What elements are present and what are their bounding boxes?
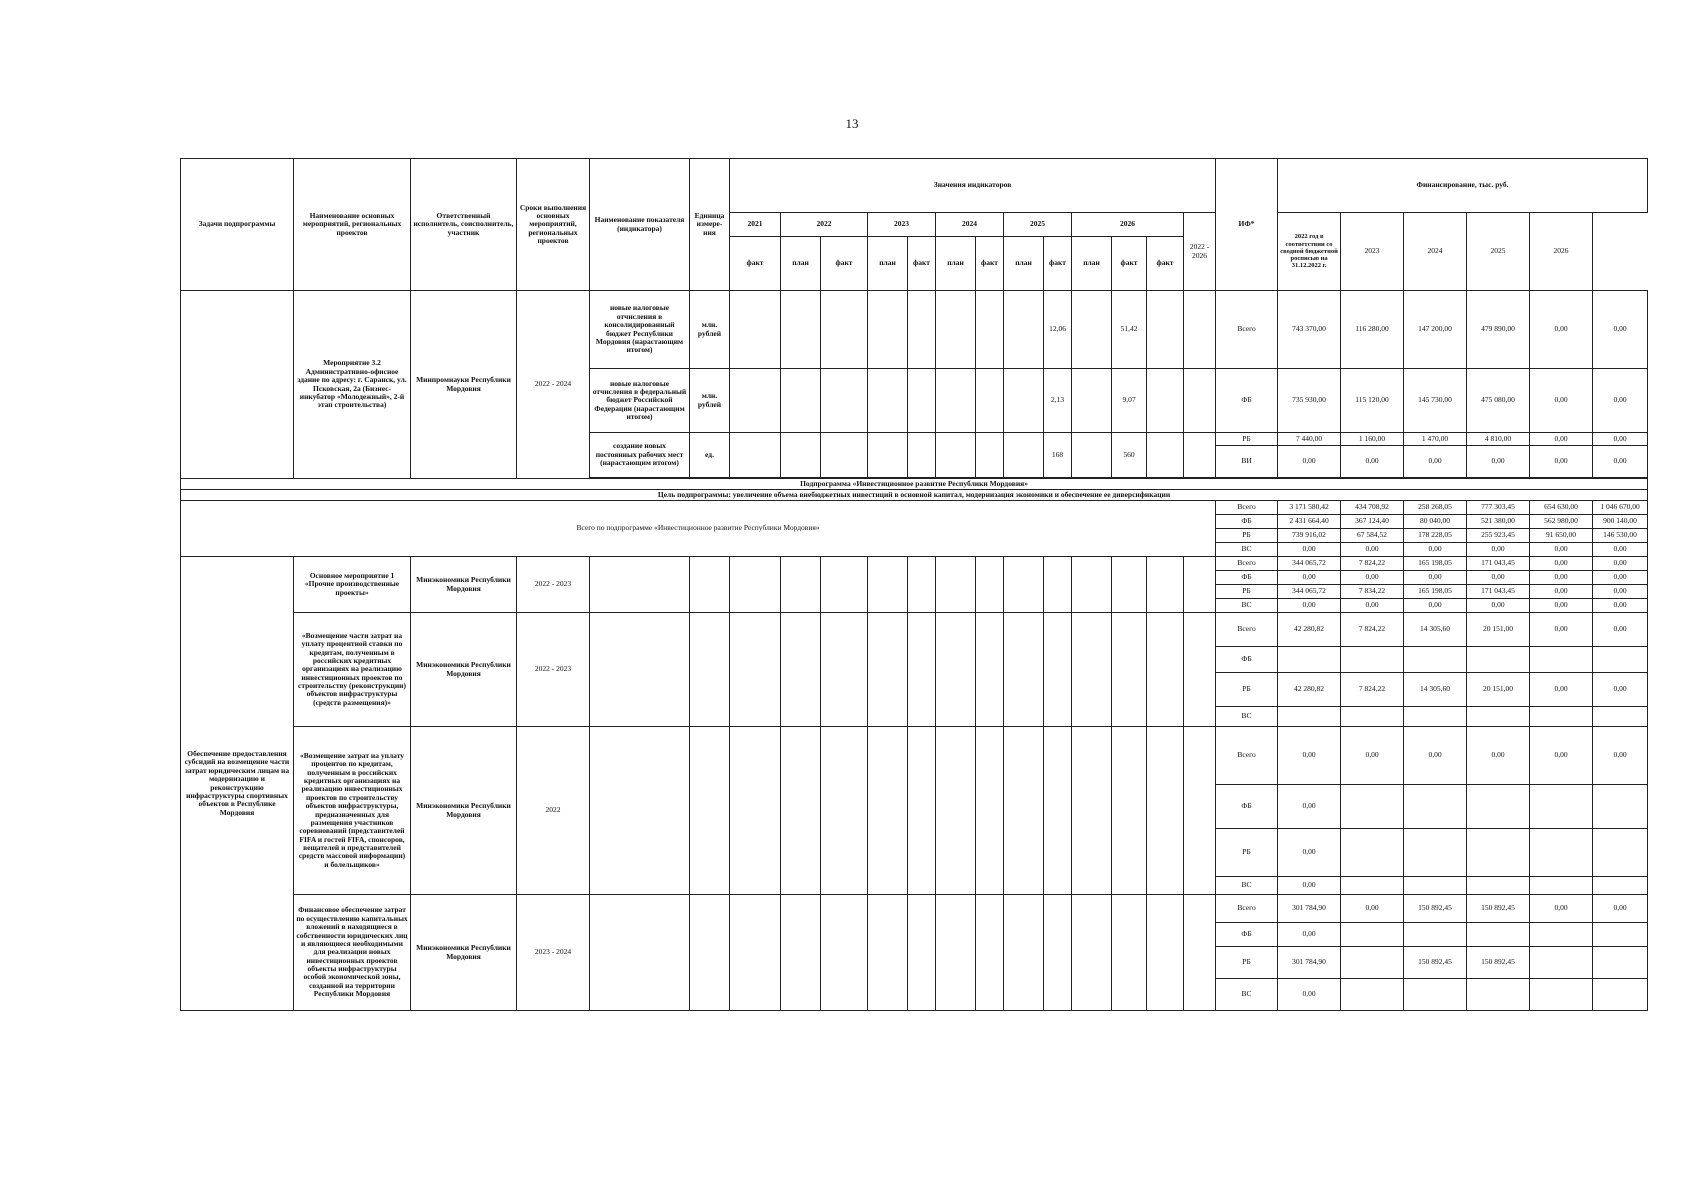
- task-cell-empty: [181, 291, 294, 479]
- fin-col-header: 2023: [1341, 213, 1404, 291]
- fin-source: РБ: [1216, 529, 1278, 543]
- fin-source: РБ: [1216, 585, 1278, 599]
- fin-value: 178 228,05: [1404, 529, 1467, 543]
- fin-source: ВС: [1216, 599, 1278, 613]
- fin-value: [1593, 647, 1648, 673]
- fact-header: факт: [976, 237, 1004, 291]
- fin-value: 0,00: [1341, 599, 1404, 613]
- fin-value: 2 431 664,40: [1278, 515, 1341, 529]
- col-sf-header: ИФ*: [1216, 159, 1278, 291]
- fin-value: [1593, 785, 1648, 829]
- fin-value: 344 065,72: [1278, 557, 1341, 571]
- financing-header: Финансирование, тыс. руб.: [1278, 159, 1648, 213]
- fin-source: Всего: [1216, 613, 1278, 647]
- fin-value: 0,00: [1341, 446, 1404, 478]
- indicator-plan-2025: 168: [1044, 433, 1072, 478]
- fin-value: 0,00: [1530, 369, 1593, 433]
- year-header: 2022: [781, 213, 868, 237]
- event-dates: 2022: [517, 727, 590, 895]
- event-executor: Минэкономики Республики Мордовия: [411, 557, 517, 613]
- subprogram-goal: Цель подпрограммы: увеличение объема внебюджетных инвестиций в основной капитал, модернизация экономики и обеспечение ее диверсификации: [181, 490, 1648, 501]
- fin-value: [1593, 979, 1648, 1011]
- financing-table: [180, 158, 1648, 1011]
- fin-value: 344 065,72: [1278, 585, 1341, 599]
- fin-value: 0,00: [1467, 446, 1530, 478]
- fin-value: 0,00: [1593, 557, 1648, 571]
- fin-value: 0,00: [1278, 446, 1341, 478]
- fin-value: 14 305,60: [1404, 673, 1467, 707]
- fin-source: ВС: [1216, 707, 1278, 727]
- fin-col-header: 2025: [1467, 213, 1530, 291]
- fin-value: 0,00: [1530, 895, 1593, 923]
- plan-header: план: [936, 237, 976, 291]
- fin-source: ФБ: [1216, 647, 1278, 673]
- fin-value: [1530, 979, 1593, 1011]
- fin-value: 1 470,00: [1404, 433, 1467, 446]
- fin-source: Всего: [1216, 291, 1278, 369]
- fin-value: 150 892,45: [1404, 895, 1467, 923]
- task-name: Обеспечение предоставления субсидий на возмещение части затрат юридическим лицам на модернизацию и реконструкцию инфраструктуры спортивных объектов в Республике Мордовия: [181, 557, 294, 1011]
- fin-value: 0,00: [1404, 543, 1467, 557]
- fin-value: [1593, 947, 1648, 979]
- fin-source: РБ: [1216, 829, 1278, 877]
- event-dates: 2022 - 2024: [517, 291, 590, 479]
- fin-value: 0,00: [1530, 673, 1593, 707]
- page-number: 13: [845, 116, 859, 131]
- fin-value: [1530, 877, 1593, 895]
- fin-source: Всего: [1216, 557, 1278, 571]
- fin-value: 475 080,00: [1467, 369, 1530, 433]
- fact-header: факт: [908, 237, 936, 291]
- col-events-header: Наименование основных мероприятий, региональных проектов: [294, 159, 411, 291]
- fin-value: [1467, 785, 1530, 829]
- fin-value: 150 892,45: [1467, 895, 1530, 923]
- fin-value: 67 584,52: [1341, 529, 1404, 543]
- event-name: «Возмещение затрат на уплату процентов по кредитам, полученным в российских кредитных организациях на реализацию инвестиционных проектов по строительству объектов инфраструктуры, предназначенных для размещения участников соревнований (представителей FIFA и гостей FIFA, спонсоров, вещателей и представителей средств массовой информации) и болельщиков»: [294, 727, 411, 895]
- fin-value: [1593, 829, 1648, 877]
- fin-value: [1404, 785, 1467, 829]
- fin-value: 20 151,00: [1467, 613, 1530, 647]
- fin-value: [1530, 923, 1593, 947]
- fin-value: 14 305,60: [1404, 613, 1467, 647]
- indicator-values-header: Значения индикаторов: [730, 159, 1216, 213]
- fin-value: 0,00: [1530, 613, 1593, 647]
- fin-value: [1341, 877, 1404, 895]
- event-name: Финансовое обеспечение затрат по осуществлению капитальных вложений в находящиеся в собственности юридических лиц и являющиеся необходимыми для реализации новых инвестиционных проектов объекты инфраструктуры особой экономической зоны, созданной на территории Республики Мордовия: [294, 895, 411, 1011]
- year-header: 2025: [1004, 213, 1072, 237]
- fin-value: 20 151,00: [1467, 673, 1530, 707]
- col-tasks-header: Задачи подпрограммы: [181, 159, 294, 291]
- fin-col-header: 2022 - 2026: [1184, 213, 1216, 291]
- indicator-unit: ед.: [690, 433, 730, 478]
- event-executor: Минэкономики Республики Мордовия: [411, 613, 517, 727]
- col-unit-header: Единица измере-ния: [690, 159, 730, 291]
- fin-source: ФБ: [1216, 571, 1278, 585]
- fin-value: [1341, 829, 1404, 877]
- fin-source: РБ: [1216, 673, 1278, 707]
- fin-value: [1467, 877, 1530, 895]
- fin-value: 91 650,00: [1530, 529, 1593, 543]
- subprogram-total-label: Всего по подпрограмме «Инвестиционное развитие Республики Мордовия»: [181, 501, 1216, 557]
- fin-value: 80 040,00: [1404, 515, 1467, 529]
- fin-value: 0,00: [1278, 829, 1341, 877]
- fin-source: ФБ: [1216, 369, 1278, 433]
- fin-value: 739 916,02: [1278, 529, 1341, 543]
- fin-source: РБ: [1216, 947, 1278, 979]
- event-executor: Минэкономики Республики Мордовия: [411, 727, 517, 895]
- fin-value: 7 440,00: [1278, 433, 1341, 446]
- fin-source: ВС: [1216, 877, 1278, 895]
- fin-value: 0,00: [1404, 446, 1467, 478]
- fin-value: 521 380,00: [1467, 515, 1530, 529]
- fin-value: [1341, 647, 1404, 673]
- fin-value: 0,00: [1593, 291, 1648, 369]
- fin-value: 145 730,00: [1404, 369, 1467, 433]
- fin-value: 562 980,00: [1530, 515, 1593, 529]
- fin-value: [1467, 647, 1530, 673]
- fin-value: [1278, 707, 1341, 727]
- fin-value: [1593, 923, 1648, 947]
- fact-header: факт: [1044, 237, 1072, 291]
- fin-value: 0,00: [1278, 543, 1341, 557]
- col-dates-header: Сроки выполнения основных мероприятий, региональных проектов: [517, 159, 590, 291]
- fact-header: факт: [821, 237, 868, 291]
- fin-source: ФБ: [1216, 923, 1278, 947]
- fin-value: 7 824,22: [1341, 613, 1404, 647]
- fin-source: ФБ: [1216, 785, 1278, 829]
- fin-value: [1404, 877, 1467, 895]
- fin-source: ВС: [1216, 979, 1278, 1011]
- fin-value: 150 892,45: [1404, 947, 1467, 979]
- fin-source: Всего: [1216, 501, 1278, 515]
- fin-value: 0,00: [1530, 557, 1593, 571]
- fin-value: [1404, 979, 1467, 1011]
- fin-value: 0,00: [1593, 599, 1648, 613]
- fin-value: 0,00: [1593, 585, 1648, 599]
- fin-value: [1467, 923, 1530, 947]
- fin-value: 42 280,82: [1278, 613, 1341, 647]
- fin-value: 0,00: [1278, 785, 1341, 829]
- fin-value: 1 160,00: [1341, 433, 1404, 446]
- fin-value: [1341, 707, 1404, 727]
- year-header: 2024: [936, 213, 1004, 237]
- indicator-unit: млн. рублей: [690, 369, 730, 433]
- fin-value: [1404, 829, 1467, 877]
- fin-value: 0,00: [1278, 979, 1341, 1011]
- fin-value: 0,00: [1530, 291, 1593, 369]
- fin-value: 735 930,00: [1278, 369, 1341, 433]
- fin-value: 150 892,45: [1467, 947, 1530, 979]
- fin-value: 255 923,45: [1467, 529, 1530, 543]
- plan-header: план: [781, 237, 821, 291]
- fin-source: ВС: [1216, 543, 1278, 557]
- fin-source: Всего: [1216, 895, 1278, 923]
- event-dates: 2022 - 2023: [517, 557, 590, 613]
- plan-header: план: [1072, 237, 1112, 291]
- fact-header: факт: [730, 237, 781, 291]
- fin-value: [1467, 829, 1530, 877]
- fin-value: 0,00: [1278, 923, 1341, 947]
- fin-value: [1530, 707, 1593, 727]
- fin-value: 147 200,00: [1404, 291, 1467, 369]
- fin-source: Всего: [1216, 727, 1278, 785]
- event-name: Мероприятие 3.2 Административно-офисное здание по адресу: г. Саранск, ул. Псковская, 2а (Бизнес-инкубатор «Молодежный», 2-й этап строительства): [294, 291, 411, 479]
- fin-value: 0,00: [1593, 543, 1648, 557]
- fin-value: 0,00: [1467, 543, 1530, 557]
- year-header: 2023: [868, 213, 936, 237]
- fin-value: [1467, 979, 1530, 1011]
- fin-value: [1593, 877, 1648, 895]
- fin-value: 0,00: [1341, 727, 1404, 785]
- fin-value: 0,00: [1593, 895, 1648, 923]
- fin-value: 0,00: [1341, 895, 1404, 923]
- fin-value: 146 530,00: [1593, 529, 1648, 543]
- year-header: 2021: [730, 213, 781, 237]
- fin-value: 0,00: [1530, 446, 1593, 478]
- fin-value: 0,00: [1593, 446, 1648, 478]
- indicator-name: создание новых постоянных рабочих мест (нарастающим итогом): [590, 433, 690, 478]
- fin-value: [1341, 979, 1404, 1011]
- fin-value: 171 043,45: [1467, 557, 1530, 571]
- fin-value: 900 140,00: [1593, 515, 1648, 529]
- fin-value: 258 268,05: [1404, 501, 1467, 515]
- fin-value: 115 120,00: [1341, 369, 1404, 433]
- fin-col-header: 2026: [1530, 213, 1593, 291]
- year-header: 2026: [1072, 213, 1184, 237]
- indicator-plan-2026: 51,42: [1112, 291, 1147, 369]
- col-indicator-header: Наименование показателя (индикатора): [590, 159, 690, 291]
- fin-value: 301 784,90: [1278, 895, 1341, 923]
- fin-value: 0,00: [1467, 571, 1530, 585]
- fact-header: факт: [1147, 237, 1184, 291]
- fin-value: 42 280,82: [1278, 673, 1341, 707]
- fin-value: [1593, 707, 1648, 727]
- fin-value: 0,00: [1530, 585, 1593, 599]
- col-executor-header: Ответственный исполнитель, соисполнитель, участник: [411, 159, 517, 291]
- fin-value: 7 824,22: [1341, 557, 1404, 571]
- fin-value: [1404, 707, 1467, 727]
- fin-value: 0,00: [1593, 369, 1648, 433]
- event-name: Основное мероприятие 1 «Прочие производственные проекты»: [294, 557, 411, 613]
- indicator-plan-2025: 12,06: [1044, 291, 1072, 369]
- fin-value: 0,00: [1404, 571, 1467, 585]
- event-executor: Минэкономики Республики Мордовия: [411, 895, 517, 1011]
- fin-value: [1530, 829, 1593, 877]
- fin-value: 7 824,22: [1341, 673, 1404, 707]
- fin-value: 7 834,22: [1341, 585, 1404, 599]
- fin-value: 0,00: [1404, 727, 1467, 785]
- indicator-plan-2025: 2,13: [1044, 369, 1072, 433]
- plan-header: план: [1004, 237, 1044, 291]
- fin-value: 0,00: [1530, 433, 1593, 446]
- fin-value: 0,00: [1530, 599, 1593, 613]
- event-dates: 2022 - 2023: [517, 613, 590, 727]
- fin-source: ФБ: [1216, 515, 1278, 529]
- fin-value: [1530, 647, 1593, 673]
- event-name: «Возмещение части затрат на уплату процентной ставки по кредитам, полученным в российских кредитных организациях на реализацию инвестиционных проектов по строительству (реконструкции) объектов инфраструктуры (средств размещения)»: [294, 613, 411, 727]
- fin-value: 479 890,00: [1467, 291, 1530, 369]
- fin-value: 165 198,05: [1404, 557, 1467, 571]
- subprogram-title: Подпрограмма «Инвестиционное развитие Республики Мордовия»: [181, 479, 1648, 490]
- fin-value: 0,00: [1530, 543, 1593, 557]
- event-dates: 2023 - 2024: [517, 895, 590, 1011]
- fin-value: 4 810,00: [1467, 433, 1530, 446]
- indicator-plan-2026: 9,07: [1112, 369, 1147, 433]
- fact-header: факт: [1112, 237, 1147, 291]
- fin-value: [1278, 647, 1341, 673]
- indicator-plan-2026: 560: [1112, 433, 1147, 478]
- fin-value: 171 043,45: [1467, 585, 1530, 599]
- fin-value: 0,00: [1341, 571, 1404, 585]
- fin-value: 301 784,90: [1278, 947, 1341, 979]
- indicator-name: новые налоговые отчисления в федеральный бюджет Российской Федерации (нарастающим итогом): [590, 369, 690, 433]
- fin-value: [1467, 707, 1530, 727]
- fin-value: 0,00: [1278, 727, 1341, 785]
- fin-value: 0,00: [1278, 599, 1341, 613]
- fin-source: РБ: [1216, 433, 1278, 446]
- fin-value: [1341, 785, 1404, 829]
- fin-value: 3 171 580,42: [1278, 501, 1341, 515]
- fin-value: 165 198,05: [1404, 585, 1467, 599]
- fin-value: 0,00: [1593, 571, 1648, 585]
- fin-value: [1341, 947, 1404, 979]
- fin-value: 777 303,45: [1467, 501, 1530, 515]
- fin-value: 0,00: [1593, 673, 1648, 707]
- plan-header: план: [868, 237, 908, 291]
- fin-value: 0,00: [1530, 571, 1593, 585]
- fin-value: 0,00: [1404, 599, 1467, 613]
- fin-value: 0,00: [1593, 613, 1648, 647]
- fin-value: 0,00: [1278, 877, 1341, 895]
- fin-value: [1341, 923, 1404, 947]
- fin-value: 434 708,92: [1341, 501, 1404, 515]
- fin-value: [1404, 647, 1467, 673]
- event-executor: Минпромнауки Республики Мордовия: [411, 291, 517, 479]
- fin-value: 0,00: [1467, 727, 1530, 785]
- fin-value: 0,00: [1593, 727, 1648, 785]
- fin-value: 1 046 670,00: [1593, 501, 1648, 515]
- fin-value: 0,00: [1278, 571, 1341, 585]
- fin-value: 743 370,00: [1278, 291, 1341, 369]
- fin-value: [1530, 947, 1593, 979]
- fin-value: [1530, 785, 1593, 829]
- indicator-name: новые налоговые отчисления в консолидированный бюджет Республики Мордовия (нарастающим итогом): [590, 291, 690, 369]
- indicator-unit: млн. рублей: [690, 291, 730, 369]
- fin-value: 116 280,00: [1341, 291, 1404, 369]
- fin-value: 0,00: [1467, 599, 1530, 613]
- fin-col-header: 2022 год в соответствии со сводной бюджетной росписью на 31.12.2022 г.: [1278, 213, 1341, 291]
- fin-value: 0,00: [1530, 727, 1593, 785]
- fin-source: ВИ: [1216, 446, 1278, 478]
- fin-value: 0,00: [1341, 543, 1404, 557]
- fin-value: 654 630,00: [1530, 501, 1593, 515]
- fin-value: [1404, 923, 1467, 947]
- fin-value: 367 124,40: [1341, 515, 1404, 529]
- fin-col-header: 2024: [1404, 213, 1467, 291]
- fin-value: 0,00: [1593, 433, 1648, 446]
